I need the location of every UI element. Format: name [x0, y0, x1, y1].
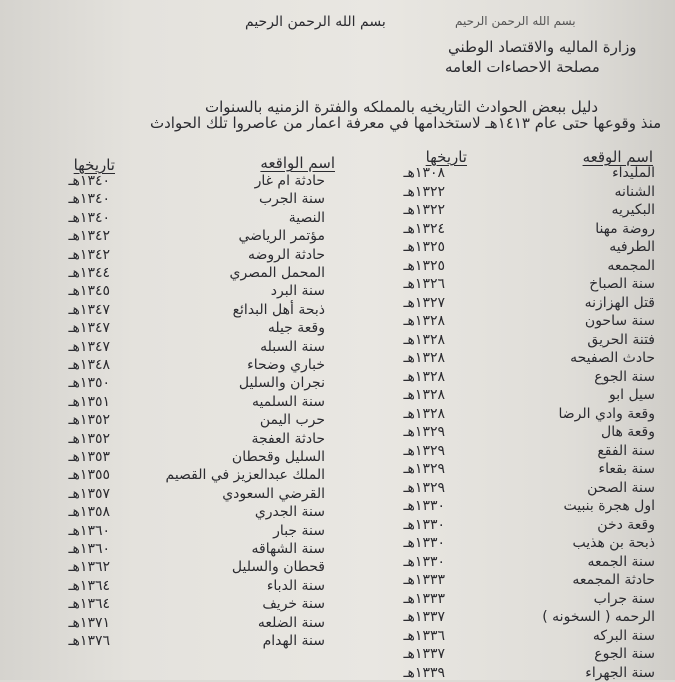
table-row-name: سنة البركه [592, 627, 655, 644]
table-row-date: ١٣٣٠هـ [403, 553, 445, 570]
table-row-name: النصية [288, 209, 325, 226]
table-row-name: سنة جبار [273, 522, 325, 539]
left-date-header: تاريخها [73, 156, 115, 174]
table-row-date: ١٣٣٣هـ [403, 572, 445, 588]
table-row-date: ١٣٠٨هـ [403, 165, 445, 181]
table-row-date: ١٣٢٨هـ [403, 405, 445, 422]
table-row-date: ١٣٧١هـ [68, 614, 110, 631]
table-row-name: اول هجرة بنبيت [563, 498, 655, 514]
table-row-name: سنة الجرب [258, 191, 325, 208]
table-row-name: سنة الشهاقه [251, 541, 325, 557]
table-row-name: سنة الفقع [597, 442, 655, 459]
table-row-date: ١٣٤٧هـ [68, 338, 110, 355]
table-row-name: حادثة المجمعه [572, 572, 655, 588]
table-row-name: قحطان والسليل [231, 559, 325, 576]
table-row-name: سنة الصحن [587, 479, 655, 496]
table-row-date: ١٣٥٨هـ [68, 504, 110, 521]
table-row-name: وقعة هال [601, 424, 655, 440]
table-row-date: ١٣٤٠هـ [68, 173, 110, 189]
table-row-date: ١٣٢٨هـ [403, 331, 445, 348]
table-row-name: حادث الصفيحه [570, 350, 655, 366]
table-row-date: ١٣٦٢هـ [68, 559, 110, 576]
table-row-name: سنة الهدام [262, 633, 325, 649]
table-row-date: ١٣٢٢هـ [403, 202, 445, 218]
table-row-name: سنة السلميه [251, 393, 325, 410]
table-row-name: حادثة ام غار [254, 173, 325, 189]
table-row-name: فتنة الحريق [587, 331, 655, 348]
table-row-date: ١٣٤٠هـ [68, 209, 110, 226]
table-row-name: سنة الجوع [594, 646, 655, 662]
table-row-date: ١٣٤٢هـ [68, 246, 110, 263]
table-row-name: المجمعه [607, 257, 655, 274]
table-row-name: نجران والسليل [238, 375, 325, 392]
table-row-date: ١٣٢٥هـ [403, 257, 445, 274]
table-row-name: الرحمه ( السخونه ) [542, 609, 655, 625]
table-row-name: روضة مهنا [595, 220, 655, 237]
table-row-date: ١٣٢٩هـ [403, 461, 445, 477]
basmala-faint: بسم الله الرحمن الرحيم [455, 14, 576, 28]
table-row-name: سنة ساحون [584, 313, 655, 329]
table-row-date: ١٣٦٤هـ [68, 596, 110, 613]
table-row-name: سنة جراب [593, 590, 655, 607]
table-row-date: ١٣٤٤هـ [68, 265, 110, 281]
table-row-date: ١٣٣٠هـ [403, 498, 445, 514]
table-row-name: سنة بقعاء [598, 461, 655, 477]
right-name-header: اسم الوقعه [582, 148, 653, 166]
table-row-name: خباري وضحاء [247, 357, 325, 373]
table-row-name: وقعة جيله [267, 320, 325, 337]
table-row-name: سنة الجمعه [587, 553, 655, 570]
intro-line-2: منذ وقوعها حتى عام ١٤١٣هـ لاستخدامها في معرفة اعمار من عاصروا تلك الحوادث [150, 114, 662, 132]
table-row-name: سنة الجهراء [585, 664, 655, 681]
table-row-date: ١٣٢٦هـ [403, 276, 445, 292]
table-row-date: ١٣٣٠هـ [403, 516, 445, 533]
table-row-date: ١٣٢٨هـ [403, 387, 445, 403]
table-row-date: ١٣٤٢هـ [68, 228, 110, 245]
table-row-date: ١٣٥٠هـ [68, 375, 110, 392]
table-row-date: ١٣٢٨هـ [403, 313, 445, 329]
table-row-name: وقعة وادي الرضا [558, 405, 655, 422]
table-row-date: ١٣٤٠هـ [68, 191, 110, 208]
right-date-header: تاريخها [425, 148, 467, 166]
table-row-name: ذبحة أهل البدائع [232, 301, 325, 318]
table-row-name: سيل ابو [608, 387, 655, 403]
table-row-name: المليداء [612, 165, 655, 181]
table-row-name: حادثة العفجة [251, 430, 325, 447]
table-row-name: وقعة دخن [597, 516, 655, 533]
table-row-date: ١٣٦٤هـ [68, 577, 110, 594]
left-name-header: اسم الواقعه [260, 154, 335, 172]
table-row-date: ١٣٢٤هـ [403, 220, 445, 237]
table-row-date: ١٣٥٢هـ [68, 412, 110, 429]
table-row-date: ١٣٥٧هـ [68, 485, 110, 502]
intro-line-1: دليل ببعض الحوادث التاريخيه بالمملكه والفترة الزمنيه بالسنوات [205, 98, 599, 116]
table-row-date: ١٣٤٧هـ [68, 320, 110, 337]
table-row-name: الطرفيه [609, 239, 655, 255]
table-row-date: ١٣٢٩هـ [403, 479, 445, 496]
table-row-date: ١٣٦٠هـ [68, 522, 110, 539]
table-row-date: ١٣٢٩هـ [403, 442, 445, 459]
table-row-date: ١٣٣٧هـ [403, 609, 445, 625]
table-row-date: ١٣٣٧هـ [403, 646, 445, 662]
table-row-name: ذبحة بن هذيب [572, 535, 655, 551]
table-row-date: ١٣٥٥هـ [68, 467, 110, 484]
table-row-date: ١٣٢٩هـ [403, 424, 445, 440]
table-row-name: سنة الضلعه [257, 614, 325, 631]
table-row-name: الشنانه [614, 183, 655, 200]
table-row-date: ١٣٤٥هـ [68, 283, 110, 300]
table-row-date: ١٣٥٢هـ [68, 430, 110, 447]
department-name: مصلحة الاحصاءات العامه [445, 58, 600, 76]
table-row-date: ١٣٣٠هـ [403, 535, 445, 551]
table-row-date: ١٣٤٨هـ [68, 357, 110, 373]
table-row-date: ١٣٥١هـ [68, 393, 110, 410]
table-row-date: ١٣٣٣هـ [403, 590, 445, 607]
table-row-date: ١٣٧٦هـ [68, 633, 110, 649]
table-row-date: ١٣٢٨هـ [403, 350, 445, 366]
table-row-date: ١٣٣٦هـ [403, 627, 445, 644]
table-row-name: سنة الدباء [266, 577, 325, 594]
table-row-name: الملك عبدالعزيز في القصيم [165, 467, 325, 484]
table-row-date: ١٣٢٧هـ [403, 294, 445, 311]
table-row-name: قتل الهزازنه [584, 294, 655, 311]
table-row-name: مؤتمر الرياضي [238, 228, 325, 245]
table-row-name: حرب اليمن [259, 412, 325, 429]
table-row-date: ١٣٢٨هـ [403, 368, 445, 385]
table-row-name: سنة البرد [270, 283, 325, 300]
table-row-date: ١٣٦٠هـ [68, 541, 110, 557]
basmala: بسم الله الرحمن الرحيم [245, 14, 386, 30]
table-row-name: سنة خريف [262, 596, 325, 613]
table-row-date: ١٣٤٧هـ [68, 301, 110, 318]
table-row-date: ١٣٥٣هـ [68, 449, 110, 465]
table-row-name: حادثة الروضه [247, 246, 325, 263]
table-row-name: البكيريه [611, 202, 655, 218]
ministry-name: وزارة الماليه والاقتصاد الوطني [448, 38, 637, 56]
table-row-name: سنة السبله [260, 338, 325, 355]
table-row-date: ١٣٢٢هـ [403, 183, 445, 200]
table-row-name: سنة الصباخ [589, 276, 655, 292]
table-row-date: ١٣٢٥هـ [403, 239, 445, 255]
table-row-name: السليل وقحطان [231, 449, 325, 465]
table-row-name: المحمل المصري [229, 265, 325, 281]
table-row-name: القرضي السعودي [222, 485, 325, 502]
table-row-name: سنة الجوع [594, 368, 655, 385]
table-row-name: سنة الجدري [254, 504, 325, 521]
table-row-date: ١٣٣٩هـ [403, 664, 445, 681]
